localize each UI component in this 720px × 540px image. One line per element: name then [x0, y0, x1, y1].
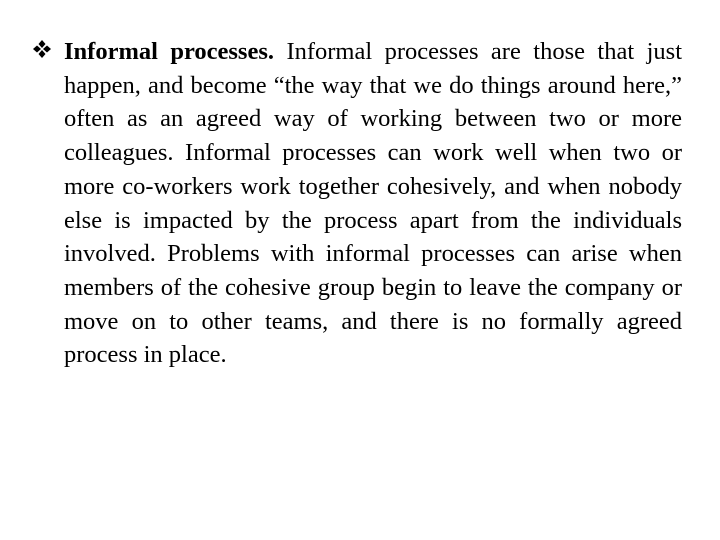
bullet-paragraph	[64, 35, 682, 372]
bullet-item	[32, 35, 682, 372]
bullet-heading: Informal processes.	[64, 38, 275, 65]
four-diamond-bullet-icon	[32, 39, 52, 59]
bullet-body: Informal processes are those that just happen, and become “the way that we do things around here,” often as an agreed way of working between two or more colleagues. Informal processes can work well when two or more co-workers work together cohesively, and when nobody else is impacted by the process apart from the individuals involved. Problems with informal processes can arise when members of the cohesive group begin to leave the company or move on to other teams, and there is no formally agreed process in place.	[64, 38, 682, 369]
